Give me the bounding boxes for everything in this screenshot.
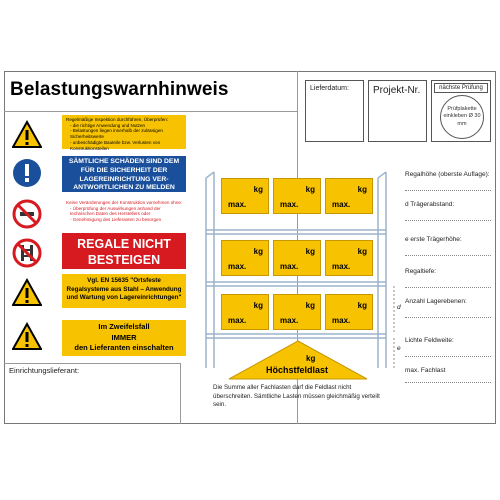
field-regaltiefe: Regaltiefe: (405, 268, 437, 275)
crate (325, 240, 373, 276)
no-climbing-icon (12, 238, 42, 268)
crate-max: max. (228, 316, 247, 325)
crate-kg: kg (253, 185, 263, 194)
field-line[interactable] (405, 190, 491, 191)
pruefung-header: nächste Prüfung (434, 83, 488, 93)
lieferdatum-label: Lieferdatum: (310, 85, 349, 92)
warning-triangle-icon (12, 120, 42, 150)
crate-kg: kg (253, 247, 263, 256)
crate-kg: kg (305, 185, 315, 194)
crate (221, 240, 269, 276)
crate-kg: kg (357, 301, 367, 310)
projekt-nr-box[interactable] (368, 80, 427, 142)
lieferant-vdivider (180, 363, 181, 424)
inspection-item: - die richtige Anwendung und Nutzen (70, 122, 146, 128)
inspection-item: - Belastungen liegen innerhalb der zulässigen Sicherheitswerte (70, 128, 163, 140)
crate (325, 178, 373, 214)
changes-text (66, 200, 184, 223)
field-erste-traegerhoehe: e erste Trägerhöhe: (405, 236, 462, 243)
header-divider (4, 111, 297, 112)
no-climb-panel (62, 233, 186, 269)
einrichtungslieferant-label: Einrichtungslieferant: (9, 366, 80, 375)
crate-kg: kg (305, 301, 315, 310)
crate (273, 294, 321, 330)
field-feldweite: Lichte Feldweite: (405, 337, 454, 344)
info-mandatory-icon (12, 158, 42, 188)
dimension-d-label: d (397, 304, 401, 311)
crate-max: max. (332, 316, 351, 325)
crate-max: max. (228, 200, 247, 209)
field-lagerebenen: Anzahl Lagerebenen: (405, 298, 467, 305)
doubt-panel (62, 320, 186, 356)
pruefung-box[interactable] (431, 80, 491, 142)
crate (221, 178, 269, 214)
lieferant-divider (4, 363, 180, 364)
changes-item: - Überprüfung der Auswirkungen anhand der technischen Daten des Herstellers oder (70, 205, 161, 217)
crate-max: max. (280, 200, 299, 209)
inspection-item: - unbeschädigte Bauteile bzw. Verlusten von Konstruktionsteilen (70, 139, 161, 151)
field-regalhoehe: Regalhöhe (oberste Auflage): (405, 171, 490, 178)
norm-panel (62, 274, 186, 308)
inspection-text (66, 117, 184, 151)
field-traegerabstand: d Trägerabstand: (405, 201, 455, 208)
crate (273, 178, 321, 214)
crate-max: max. (280, 262, 299, 271)
lieferdatum-box[interactable] (305, 80, 364, 142)
crate-kg: kg (357, 247, 367, 256)
changes-item: - Genehmigung des Lieferanten zu besorgen (70, 217, 162, 223)
crate (221, 294, 269, 330)
field-max-fachlast: max. Fachlast (405, 367, 446, 374)
field-line[interactable] (405, 255, 491, 256)
no-modification-icon (12, 199, 42, 229)
crate-max: max. (332, 200, 351, 209)
crate (325, 294, 373, 330)
field-line[interactable] (405, 317, 491, 318)
changes-lead: Keine Veränderungen der Konstruktion vornehmen ohne: (66, 200, 183, 205)
doubt-line3: den Lieferanten einschalten (74, 343, 174, 352)
field-line[interactable] (405, 356, 491, 357)
dimension-e-label: e (397, 345, 401, 352)
no-climb-text: REGALE NICHT BESTEIGEN (77, 237, 171, 268)
field-line[interactable] (405, 382, 491, 383)
crate-max: max. (228, 262, 247, 271)
inspection-lead: Regelmäßige Inspektion durchführen, Überprüfen: (66, 117, 169, 122)
crate (273, 240, 321, 276)
field-load-kg: kg (306, 354, 316, 363)
crate-kg: kg (305, 247, 315, 256)
doubt-line1: Im Zweifelsfall (98, 322, 150, 331)
crate-max: max. (280, 316, 299, 325)
doubt-line2: IMMER (111, 332, 137, 342)
warning-triangle-icon (12, 278, 42, 308)
damage-panel (62, 156, 186, 192)
crate-kg: kg (253, 301, 263, 310)
field-line[interactable] (405, 220, 491, 221)
crate-max: max. (332, 262, 351, 271)
crate-kg: kg (357, 185, 367, 194)
load-note: Die Summe aller Fachlasten darf die Feldlast nicht überschreiten. Sämtliche Lasten müssen gleichmäßig verteilt sein. (213, 384, 380, 409)
field-line[interactable] (405, 287, 491, 288)
warning-triangle-icon (12, 322, 42, 352)
damage-text: SÄMTLICHE SCHÄDEN SIND DEM FÜR DIE SICHERHEIT DER LAGEREINRICHTUNG VER-ANTWORTLICHEN ZU MELDEN (68, 158, 180, 192)
pruefplakette-circle (440, 95, 484, 139)
field-load-label: Höchstfeldlast (266, 365, 329, 375)
norm-text: Vgl. EN 15635 "Ortsfeste Regalsysteme aus Stahl – Anwendung und Wartung von Lagereinrichtungen" (66, 277, 182, 301)
pruefplakette-text: Prüfplakette einkleben Ø 30 mm (443, 106, 481, 127)
sign-title: Belastungswarnhinweis (10, 79, 229, 100)
projekt-nr-label: Projekt-Nr. (373, 85, 421, 96)
